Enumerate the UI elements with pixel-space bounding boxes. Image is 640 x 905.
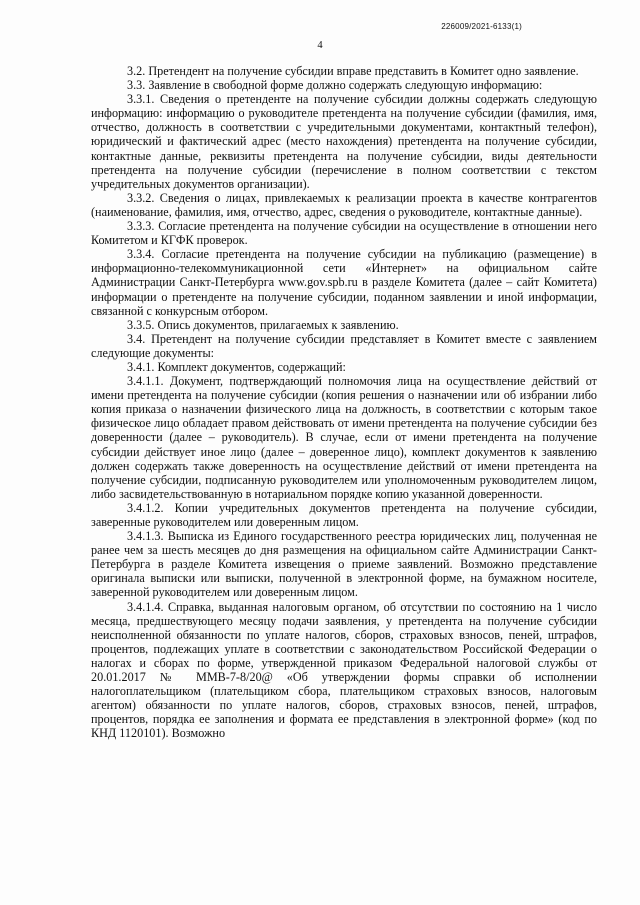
paragraph-3-3-4: 3.3.4. Согласие претендента на получение субсидии на публикацию (размещение) в информационно-телекоммуникационной сети «Интернет» на официальном сайте Администрации Санкт-Петербурга www.gov.spb.ru в разделе Комитета (далее – сайт Комитета) информации о претенденте на получение субсидии, поданном заявлении и иной информации, связанной с конкурсным отбором. [91, 247, 597, 318]
paragraph-3-4-1-1: 3.4.1.1. Документ, подтверждающий полномочия лица на осуществление действий от имени претендента на получение субсидии (копия решения о назначении или об избрании либо копия приказа о назначении физического лица на должность, в соответствии с которым такое физическое лицо обладает правом действовать от имени претендента на получение субсидии без доверенности (далее – руководитель). В случае, если от имени претендента на получение субсидии действует иное лицо (далее – доверенное лицо), комплект документов к заявлению должен содержать также доверенность на осуществление действий от имени претендента на получение субсидии, подписанную руководителем или уполномоченным руководителем лицом, либо засвидетельствованную в нотариальном порядке копию указанной доверенности. [91, 374, 597, 501]
paragraph-3-3-3: 3.3.3. Согласие претендента на получение субсидии на осуществление в отношении него Комитетом и КГФК проверок. [91, 219, 597, 248]
paragraph-3-3-2: 3.3.2. Сведения о лицах, привлекаемых к реализации проекта в качестве контрагентов (наименование, фамилия, имя, отчество, адрес, сведения о руководителе, контактные данные). [91, 190, 597, 219]
paragraph-3-3-5: 3.3.5. Опись документов, прилагаемых к заявлению. [127, 317, 399, 332]
document-body [91, 64, 597, 741]
paragraph-3-4-1: 3.4.1. Комплект документов, содержащий: [127, 359, 346, 374]
paragraph-3-4-1-3: 3.4.1.3. Выписка из Единого государственного реестра юридических лиц, полученная не ранее чем за шесть месяцев до дня размещения на официальном сайте Администрации Санкт-Петербурга в разделе Комитета извещения о приеме заявлений. Возможно представление оригинала выписки или выписки, полученной в электронной форме, на бумажном носителе, заверенной руководителем или доверенным лицом. [91, 529, 597, 600]
paragraph-3-3-1: 3.3.1. Сведения о претенденте на получение субсидии должны содержать следующую информацию: информацию о руководителе претендента на получение субсидии (фамилия, имя, отчество, должность в соответствии с учредительными документами, контактный телефон), юридический и фактический адрес (место нахождения) претендента на получение субсидии, контактные данные, реквизиты претендента на получение субсидии, виды деятельности претендента на получение субсидии (перечисление в полном соответствии с текстом учредительных документов организации). [91, 92, 597, 191]
paragraph-3-4-1-2: 3.4.1.2. Копии учредительных документов претендента на получение субсидии, заверенные руководителем или доверенным лицом. [91, 500, 597, 529]
paragraph-3-4-1-4: 3.4.1.4. Справка, выданная налоговым органом, об отсутствии по состоянию на 1 число месяца, предшествующего месяцу подачи заявления, у претендента на получение субсидии неисполненной обязанности по уплате налогов, сборов, страховых взносов, пеней, штрафов, процентов, подлежащих уплате в соответствии с законодательством Российской Федерации о налогах и сборах по форме, утвержденной приказом Федеральной налоговой службы от 20.01.2017 № ММВ-7-8/20@ «Об утверждении формы справки об исполнении налогоплательщиком (плательщиком сбора, плательщиком страховых взносов, налоговым агентом) обязанности по уплате налогов, сборов, страховых взносов, пеней, штрафов, процентов, порядка ее заполнения и формата ее представления в электронной форме» (код по КНД 1120101). Возможно [91, 599, 597, 741]
document-id: 226009/2021-6133(1) [441, 22, 522, 31]
paragraph-3-3: 3.3. Заявление в свободной форме должно содержать следующую информацию: [127, 78, 543, 93]
paragraph-3-2: 3.2. Претендент на получение субсидии вправе представить в Комитет одно заявление. [127, 64, 579, 78]
page-number: 4 [317, 40, 323, 51]
paragraph-3-4: 3.4. Претендент на получение субсидии представляет в Комитет вместе с заявлением следующие документы: [91, 331, 597, 360]
